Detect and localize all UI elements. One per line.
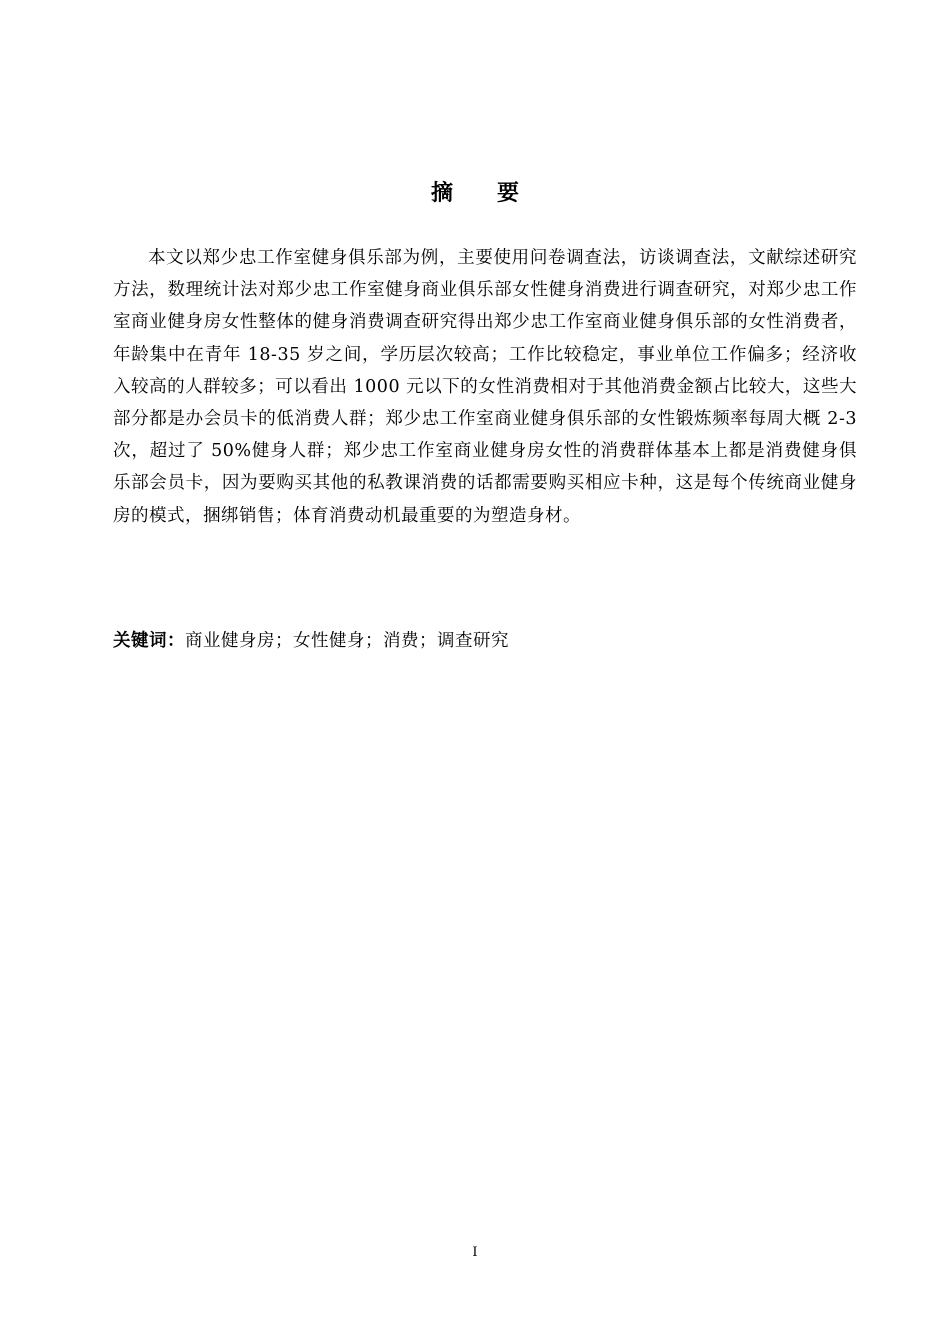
abstract-paragraph: 本文以郑少忠工作室健身俱乐部为例，主要使用问卷调查法，访谈调查法，文献综述研究方法，数理统计法对郑少忠工作室健身商业俱乐部女性健身消费进行调查研究，对郑少忠工作室商业健身房女性整体的健身消费调查研究得出郑少忠工作室商业健身俱乐部的女性消费者，年龄集中在青年 18-35 岁之间，学历层次较高；工作比较稳定，事业单位工作偏多；经济收入较高的人群较多；可以看出 1000 元以下的女性消费相对于其他消费金额占比较大，这些大部分都是办会员卡的低消费人群；郑少忠工作室商业健身俱乐部的女性锻炼频率每周大概 2-3 次，超过了 50%健身人群；郑少忠工作室商业健身房女性的消费群体基本上都是消费健身俱乐部会员卡，因为要购买其他的私教课消费的话都需要购买相应卡种，这是每个传统商业健身房的模式，捆绑销售；体育消费动机最重要的为塑造身材。 xyxy=(113,248,857,526)
page-number: I xyxy=(472,1245,478,1260)
keywords-line xyxy=(113,625,857,657)
page-title: 摘要 xyxy=(430,181,563,206)
keywords-text: 商业健身房；女性健身；消费；调查研究 xyxy=(185,631,509,651)
keywords-label: 关键词： xyxy=(113,631,185,651)
